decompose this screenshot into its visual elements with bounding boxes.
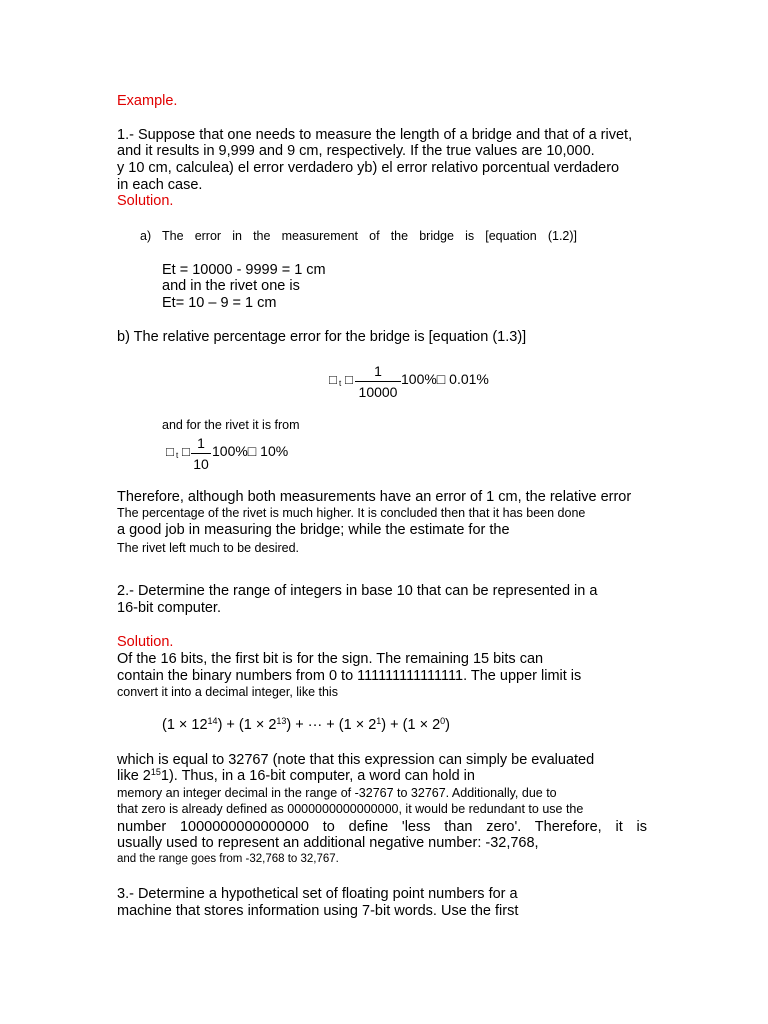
subscript-t: t bbox=[176, 451, 179, 460]
problem-2-line-2: 16-bit computer. bbox=[117, 600, 221, 616]
problem-1-line-1: 1.- Suppose that one needs to measure the length of a bridge and that of a rivet, bbox=[117, 127, 633, 143]
subscript-t: t bbox=[339, 379, 342, 388]
problem-3-line-1: 3.- Determine a hypothetical set of floating point numbers for a bbox=[117, 886, 518, 902]
after-formula-line-7: and the range goes from -32,768 to 32,767. bbox=[117, 853, 339, 865]
fraction-numerator: 1 bbox=[374, 363, 382, 379]
et-bridge-line: Et = 10000 - 9999 = 1 cm bbox=[162, 262, 326, 278]
after-formula-line-4: that zero is already defined as 0000000000000000, it would be redundant to use the bbox=[117, 802, 584, 816]
et-rivet-line: Et= 10 – 9 = 1 cm bbox=[162, 295, 277, 311]
fraction-1-over-10000 bbox=[355, 363, 401, 401]
fraction-bar bbox=[191, 453, 211, 454]
problem-1-line-3: y 10 cm, calculea) el error verdadero yb) el error relativo porcentual verdadero bbox=[117, 160, 620, 176]
solution-2-line-1: Of the 16 bits, the first bit is for the sign. The remaining 15 bits can bbox=[117, 651, 544, 667]
problem-1-line-4: in each case. bbox=[117, 177, 203, 193]
rivet-from-line: and for the rivet it is from bbox=[162, 418, 300, 432]
missing-glyph-equals: □ bbox=[345, 372, 353, 387]
fraction-numerator: 1 bbox=[197, 435, 205, 451]
equation-1-result: 100%□ 0.01% bbox=[401, 371, 489, 387]
part-a-line: a) The error in the measurement of the bridge is [equation (1.2)] bbox=[140, 229, 577, 243]
after-formula-line-3: memory an integer decimal in the range of -32767 to 32767. Additionally, due to bbox=[117, 786, 557, 800]
after-formula-line-6: usually used to represent an additional negative number: -32,768, bbox=[117, 835, 539, 851]
conclusion-line-2: The percentage of the rivet is much higher. It is concluded then that it has been done bbox=[117, 506, 586, 520]
fraction-1-over-10 bbox=[191, 435, 211, 473]
after-formula-line-2: like $2^{15}1$). Thus, in a 16-bit computer, a word can hold in bbox=[117, 767, 475, 784]
conclusion-line-1: Therefore, although both measurements have an error of 1 cm, the relative error bbox=[117, 489, 632, 505]
rivet-intro-line: and in the rivet one is bbox=[162, 278, 300, 294]
fraction-denominator: 10000 bbox=[358, 384, 398, 400]
solution-2-label: Solution. bbox=[117, 634, 174, 650]
fraction-bar bbox=[355, 381, 401, 382]
problem-1-line-2: and it results in 9,999 and 9 cm, respectively. If the true values are 10,000. bbox=[117, 143, 595, 159]
conclusion-line-3: a good job in measuring the bridge; while the estimate for the bbox=[117, 522, 510, 538]
problem-3-line-2: machine that stores information using 7-bit words. Use the first bbox=[117, 903, 519, 919]
missing-glyph-epsilon: □ bbox=[329, 372, 337, 387]
missing-glyph-equals: □ bbox=[182, 444, 190, 459]
conclusion-line-4: The rivet left much to be desired. bbox=[117, 541, 300, 555]
missing-glyph-epsilon: □ bbox=[166, 444, 174, 459]
solution-1-label: Solution. bbox=[117, 193, 174, 209]
fraction-denominator: 10 bbox=[193, 456, 209, 472]
solution-2-line-2: contain the binary numbers from 0 to 111111111111111. The upper limit is bbox=[117, 668, 582, 684]
solution-2-line-3: convert it into a decimal integer, like this bbox=[117, 685, 338, 699]
after-formula-line-5: number 1000000000000000 to define 'less than zero'. Therefore, it is bbox=[117, 819, 647, 835]
after-formula-line-1: which is equal to 32767 (note that this expression can simply be evaluated bbox=[117, 752, 595, 768]
part-b-line: b) The relative percentage error for the bridge is [equation (1.3)] bbox=[117, 329, 527, 345]
binary-expansion-formula: $(1 \times 12^{14}) + (1 \times 2^{13})$ + ··· + $(1 \times 2^1) + (1 \times 2^0)$ bbox=[162, 716, 450, 733]
equation-2-result: 100%□ 10% bbox=[212, 443, 289, 459]
example-heading: Example. bbox=[117, 93, 178, 109]
problem-2-line-1: 2.- Determine the range of integers in base 10 that can be represented in a bbox=[117, 583, 598, 599]
